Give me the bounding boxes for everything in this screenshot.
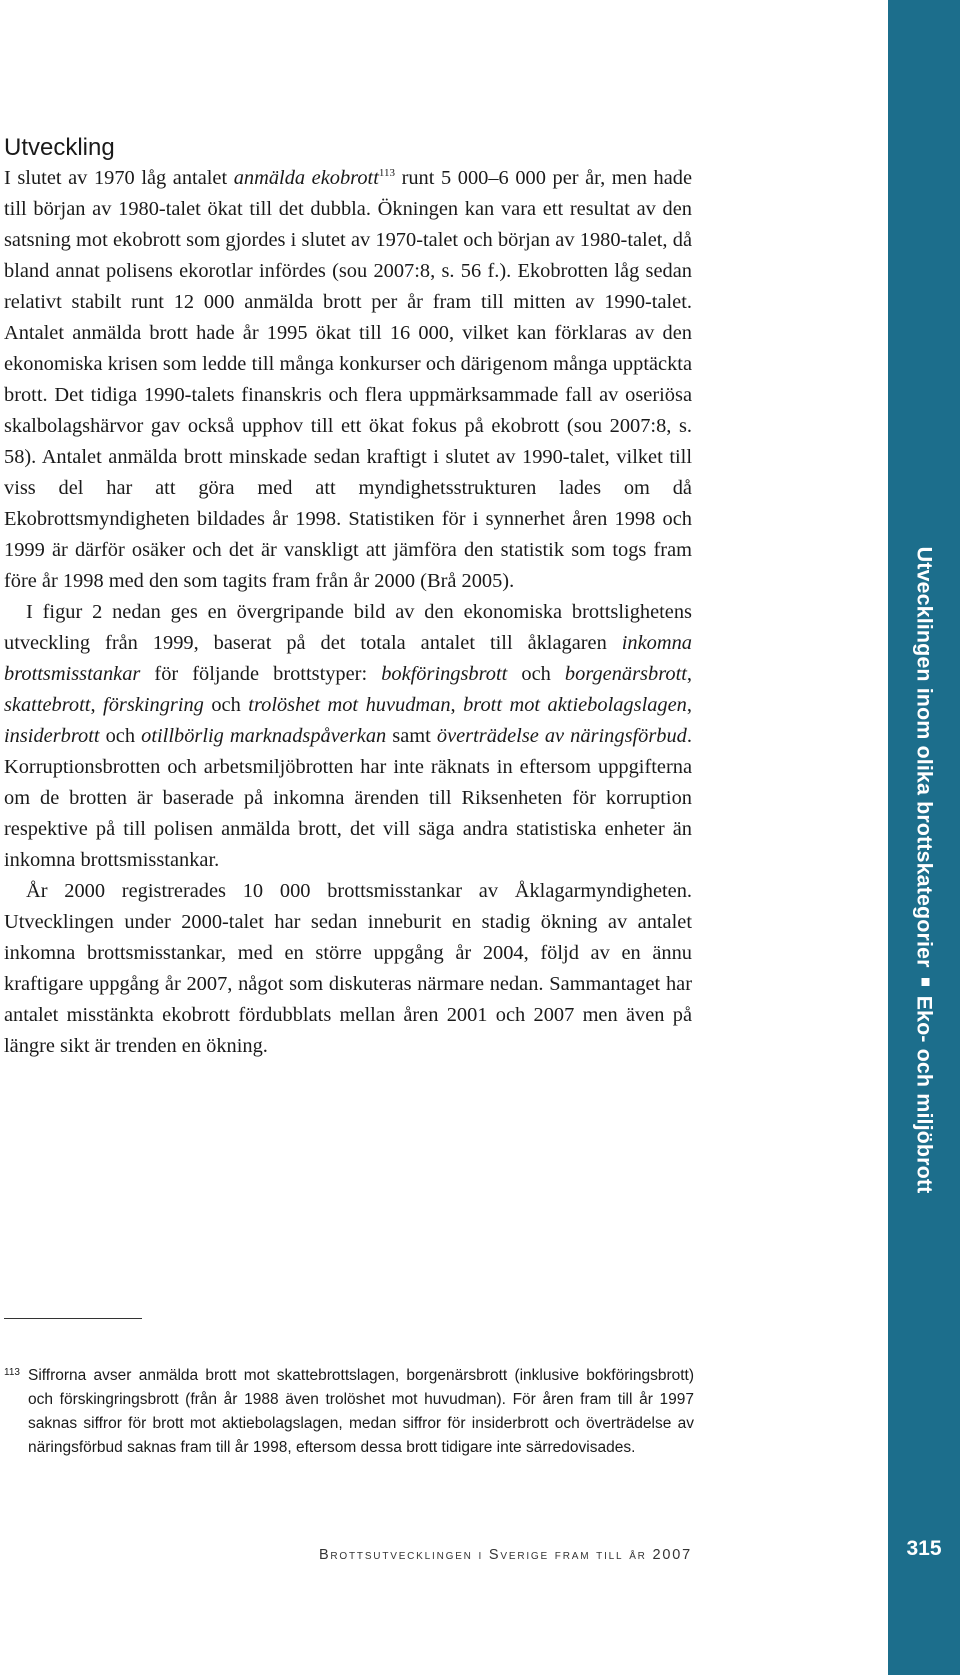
emphasized-term: överträdelse av näringsförbud	[436, 725, 687, 747]
page-number: 315	[906, 1537, 942, 1560]
text-run: och	[203, 694, 249, 716]
emphasized-term: insiderbrott	[4, 725, 100, 747]
emphasized-term: bokföringsbrott	[381, 663, 508, 685]
emphasized-term: inkomna brottsmisstankar	[4, 632, 692, 685]
side-tab-title-part2: Eko- och miljöbrott	[912, 995, 937, 1194]
body-text	[4, 163, 692, 1062]
text-run: samt	[386, 725, 437, 747]
text-run: för följande brottstyper:	[140, 663, 382, 685]
text-run: I slutet av 1970 låg antalet	[4, 167, 234, 189]
emphasized-term: borgenärsbrott	[564, 663, 687, 685]
side-tab-title	[912, 120, 937, 1620]
emphasized-term: trolöshet mot huvudman	[248, 694, 451, 716]
section-heading: Utveckling	[4, 134, 115, 161]
text-run: ,	[90, 694, 104, 716]
text-run: ,	[686, 663, 693, 685]
footnote-divider	[4, 1318, 142, 1319]
emphasized-term: skattebrott	[4, 694, 91, 716]
text-run: och	[507, 663, 565, 685]
footnote-text: Siffrorna avser anmälda brott mot skattebrottslagen, borgenärsbrott (inklusive bokföringsbrott) och förskingringsbrott (från år 1988 även trolöshet mot huvudman). För åren fram till år 1997 saknas siffror för brott mot aktiebolagslagen, medan siffror för insiderbrott och överträdelse av näringsförbud saknas fram till år 1998, eftersom dessa brott tidigare inte särredovisades.	[28, 1367, 694, 1456]
square-bullet-icon	[921, 978, 929, 986]
emphasized-term: anmälda ekobrott	[233, 167, 379, 189]
text-run: År 2000 registrerades 10 000 brottsmisstankar av Åklagarmyndigheten. Utvecklingen under 2000-talet har sedan inneburit en stadig ökning av antalet inkomna brottsmisstankar, med en större uppgång år 2004, följd av en ännu kraftigare uppgång år 2007, något som diskuteras närmare nedan. Sammantaget har antalet misstänkta ekobrott fördubblats mellan åren 2001 och 2007 men även på längre sikt är trenden en ökning.	[4, 880, 692, 1057]
text-run: och	[99, 725, 142, 747]
text-run: . Korruptionsbrotten och arbetsmiljöbrotten har inte räknats in eftersom uppgifterna om de brotten är baserade på inkomna ärenden till Riksenheten för korruption respektive på till polisen anmälda brott, det vill säga andra statistiska enheter än inkomna brottsmisstankar.	[4, 725, 692, 871]
text-run: I figur 2 nedan ges en övergripande bild av den ekonomiska brottslighetens utveckling från 1999, baserat på det totala antalet till åklagaren	[4, 601, 692, 654]
text-run: ,	[450, 694, 464, 716]
paragraph	[4, 163, 692, 597]
paragraph	[4, 876, 692, 1062]
emphasized-term: otillbörlig marknadspåverkan	[141, 725, 387, 747]
running-footer: Brottsutvecklingen i Sverige fram till år 2007	[318, 1547, 692, 1563]
text-run: ,	[686, 694, 692, 716]
emphasized-term: förskingring	[103, 694, 204, 716]
text-run: runt 5 000–6 000 per år, men hade till början av 1980-talet ökat till det dubbla. Ökningen kan vara ett resultat av den satsning mot ekobrott som gjordes i slutet av 1970-talet och början av 1980-talet, då bland annat polisens ekorotlar infördes (sou 2007:8, s. 56 f.). Ekobrotten låg sedan relativt stabilt runt 12 000 anmälda brott per år fram till mitten av 1990-talet. Antalet anmälda brott hade år 1995 ökat till 16 000, vilket kan förklaras av den ekonomiska krisen som ledde till många konkurser och därigenom många upptäckta brott. Det tidiga 1990-talets finanskris och flera uppmärksammade fall av oseriösa skalbolagshärvor gav också upphov till ett ökat fokus på ekobrott (sou 2007:8, s. 58). Antalet anmälda brott minskade sedan kraftigt i slutet av 1990-talet, vilket till viss del har att göra med att myndighetsstrukturen lades om då Ekobrottsmyndigheten bildades år 1998. Statistiken för i synnerhet åren 1998 och 1999 är därför osäker och det är vanskligt att jämföra den statistik som togs fram före år 1998 med den som tagits fram från år 2000 (Brå 2005).	[4, 167, 692, 592]
footnote-mark: 113	[4, 1367, 20, 1378]
footnote-reference: 113	[378, 167, 395, 180]
side-tab-title-part1: Utvecklingen inom olika brottskategorier	[912, 546, 937, 968]
emphasized-term: brott mot aktiebolagslagen	[463, 694, 687, 716]
footnote	[4, 1364, 694, 1460]
paragraph	[4, 597, 692, 876]
